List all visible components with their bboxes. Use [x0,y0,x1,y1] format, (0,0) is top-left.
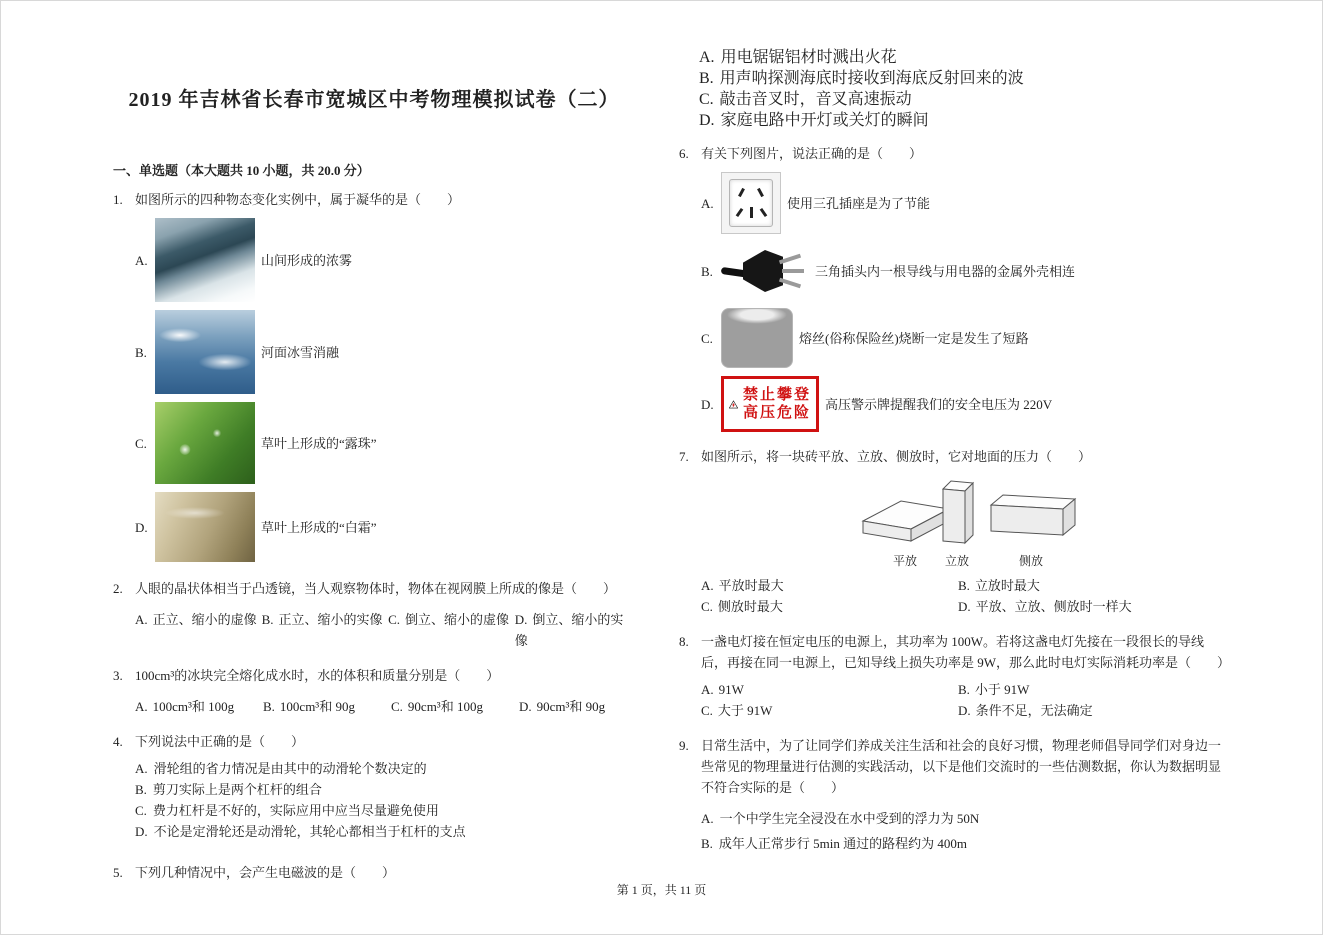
question-5 [113,862,635,883]
brick-drawing [861,473,1101,549]
option-label: C. [701,599,713,614]
option-c [135,800,635,821]
q6-option-a [701,172,1227,234]
question-number: 3. [113,668,123,683]
question-text: 下列说法中正确的是（ ） [135,734,305,749]
option-text: 家庭电路中开灯或关灯的瞬间 [720,112,929,129]
sign-line-2: 高压危险 [742,404,811,421]
option-c [391,696,519,717]
question-number: 6. [679,146,689,161]
question-7 [679,446,1227,617]
option-label: D. [958,703,971,718]
option-a [701,575,958,596]
option-label: B. [958,578,970,593]
option-a [135,609,262,651]
image-caption: 熔丝(俗称保险丝)烧断一定是发生了短路 [799,330,1029,346]
option-d [519,696,605,717]
plug-image [721,242,809,300]
q5-options [679,47,1227,131]
option-c [388,609,515,651]
question-8 [679,631,1231,721]
option-label: D. [699,112,715,129]
option-d [135,821,635,842]
option-c [699,89,1227,110]
option-label: B. [701,836,713,851]
option-b [263,696,391,717]
page-footer: 第 1 页，共 11 页 [616,883,707,897]
option-text: 侧放时最大 [717,599,783,614]
option-text: 滑轮组的省力情况是由其中的动滑轮个数决定的 [153,761,427,776]
option-label: A. [701,811,714,826]
brick-figure [861,473,1101,571]
option-text: 成年人正常步行 5min 通过的路程约为 400m [718,836,968,851]
option-label: C. [701,330,713,346]
question-3 [113,665,635,717]
option-label: D. [135,519,148,535]
option-text: 100cm³和 100g [152,699,235,714]
question-text: 下列几种情况中，会产生电磁波的是（ ） [135,865,396,880]
sign-text [743,386,811,422]
q8-options-row-1 [701,679,1227,700]
option-text: 91W [718,682,744,697]
option-b [958,679,1029,700]
q2-options [135,609,635,651]
mountain-fog-image [155,218,255,302]
left-column [113,83,635,883]
sign-line-1: 禁止攀登 [742,386,811,403]
q3-options [135,696,635,717]
option-label: B. [958,682,970,697]
high-voltage-warning-sign [721,376,819,432]
option-b [135,779,635,800]
socket-face [729,179,773,227]
option-a [699,47,1227,68]
option-label: B. [135,782,147,797]
fuse-wire-image [721,308,793,368]
question-text: 人眼的晶状体相当于凸透镜，当人观察物体时，物体在视网膜上所成的像是（ ） [135,581,617,596]
q7-options-row-2 [701,596,1227,617]
question-9 [679,735,1227,854]
option-label: A. [701,578,714,593]
option-text: 正立、缩小的实像 [278,612,383,627]
option-a [135,696,263,717]
option-text: 敲击音叉时，音叉高速振动 [719,91,912,108]
question-text: 100cm³的冰块完全熔化成水时，水的体积和质量分别是（ ） [135,668,500,683]
q1-option-a [135,218,635,302]
option-text: 用声呐探测海底时接收到海底反射回来的波 [719,70,1024,87]
option-label: B. [263,699,275,714]
option-text: 100cm³和 90g [279,699,355,714]
option-label: B. [701,263,713,279]
question-number: 5. [113,865,123,880]
question-text: 日常生活中，为了让同学们养成关注生活和社会的良好习惯，物理老师倡导同学们对身边一些常见的物理量进行估测的实践活动，以下是他们交流时的一些估测数据，你认为数据明显不符合实际的是（ ） [701,738,1222,795]
option-label: D. [958,599,971,614]
option-label: C. [388,612,401,627]
question-1 [113,189,635,570]
question-number: 7. [679,449,689,464]
option-text: 平放时最大 [718,578,784,593]
option-label: B. [135,344,147,360]
option-c [701,700,958,721]
image-caption: 使用三孔插座是为了节能 [787,195,931,211]
option-text: 小于 91W [974,682,1030,697]
dew-grass-image [155,402,255,484]
option-a [135,758,635,779]
question-number: 8. [679,634,689,649]
river-ice-image [155,310,255,394]
q1-option-d [135,492,635,562]
option-d [699,110,1227,131]
option-label: B. [699,70,714,87]
option-label: A. [135,252,148,268]
question-number: 4. [113,734,123,749]
option-b [701,833,1227,854]
q8-options-row-2 [701,700,1227,721]
option-d [958,596,1132,617]
option-c [701,596,958,617]
q6-option-b [701,242,1227,300]
option-label: D. [701,396,714,412]
question-text: 一盏电灯接在恒定电压的电源上，其功率为 100W。若将这盏电灯先接在一段很长的导线后，再接在同一电源上，已知导线上损失功率是 9W，那么此时电灯实际消耗功率是（ ） [701,634,1231,670]
frost-grass-image [155,492,255,562]
option-b [958,575,1040,596]
option-text: 立放时最大 [974,578,1040,593]
option-text: 条件不足，无法确定 [975,703,1093,718]
option-label: A. [135,699,148,714]
option-text: 不论是定滑轮还是动滑轮，其轮心都相当于杠杆的支点 [153,824,466,839]
upright-brick-label: 立放 [945,554,970,568]
option-text: 倒立、缩小的实像 [514,612,624,648]
side-brick-label: 侧放 [1019,554,1044,568]
q6-option-d [701,376,1227,432]
section-header: 一、单选题（本大题共 10 小题，共 20.0 分） [113,163,370,178]
q1-option-b [135,310,635,394]
option-text: 90cm³和 90g [536,699,606,714]
option-text: 用电锯锯铝材时溅出火花 [720,49,897,66]
option-text: 倒立、缩小的虚像 [405,612,510,627]
page-title: 2019 年吉林省长春市宽城区中考物理模拟试卷（二） [128,89,620,111]
question-2 [113,578,635,651]
question-text: 有关下列图片，说法正确的是（ ） [701,146,923,161]
question-number: 1. [113,192,123,207]
option-label: C. [701,703,713,718]
image-caption: 三角插头内一根导线与用电器的金属外壳相连 [815,263,1076,279]
image-caption: 草叶上形成的“露珠” [261,435,377,451]
question-4 [113,731,635,842]
option-label: C. [135,803,147,818]
question-number: 2. [113,581,123,596]
option-text: 费力杠杆是不好的，实际应用中应当尽量避免使用 [152,803,439,818]
image-caption: 草叶上形成的“白霜” [261,519,377,535]
question-number: 9. [679,738,689,753]
question-6 [679,143,1227,440]
socket-image [721,172,781,234]
q1-option-c [135,402,635,484]
option-label: A. [701,195,714,211]
option-d [515,609,635,651]
option-label: A. [135,612,148,627]
option-label: A. [699,49,715,66]
option-label: D. [519,699,532,714]
option-label: C. [699,91,714,108]
option-text: 平放、立放、侧放时一样大 [975,599,1132,614]
option-text: 正立、缩小的虚像 [152,612,257,627]
option-text: 大于 91W [717,703,773,718]
option-b [262,609,389,651]
q7-options-row-1 [701,575,1227,596]
option-d [958,700,1093,721]
option-label: A. [135,761,148,776]
option-label: D. [514,612,528,627]
image-caption: 高压警示牌提醒我们的安全电压为 220V [825,396,1053,412]
option-label: D. [135,824,148,839]
right-column [679,47,1231,854]
option-text: 剪刀实际上是两个杠杆的组合 [152,782,322,797]
option-label: C. [135,435,147,451]
option-a [701,808,1227,829]
option-label: C. [391,699,403,714]
option-a [701,679,958,700]
q6-option-c [701,308,1227,368]
option-label: B. [261,612,274,627]
option-text: 90cm³和 100g [407,699,483,714]
option-text: 一个中学生完全浸没在水中受到的浮力为 50N [719,811,980,826]
option-label: A. [701,682,714,697]
warning-triangle-icon [729,392,738,417]
question-text: 如图所示，将一块砖平放、立放、侧放时，它对地面的压力（ ） [701,449,1092,464]
image-caption: 河面冰雪消融 [261,344,340,360]
option-b [699,68,1227,89]
image-caption: 山间形成的浓雾 [261,252,353,268]
flat-brick-label: 平放 [893,554,918,568]
question-text: 如图所示的四种物态变化实例中，属于凝华的是（ ） [135,192,461,207]
